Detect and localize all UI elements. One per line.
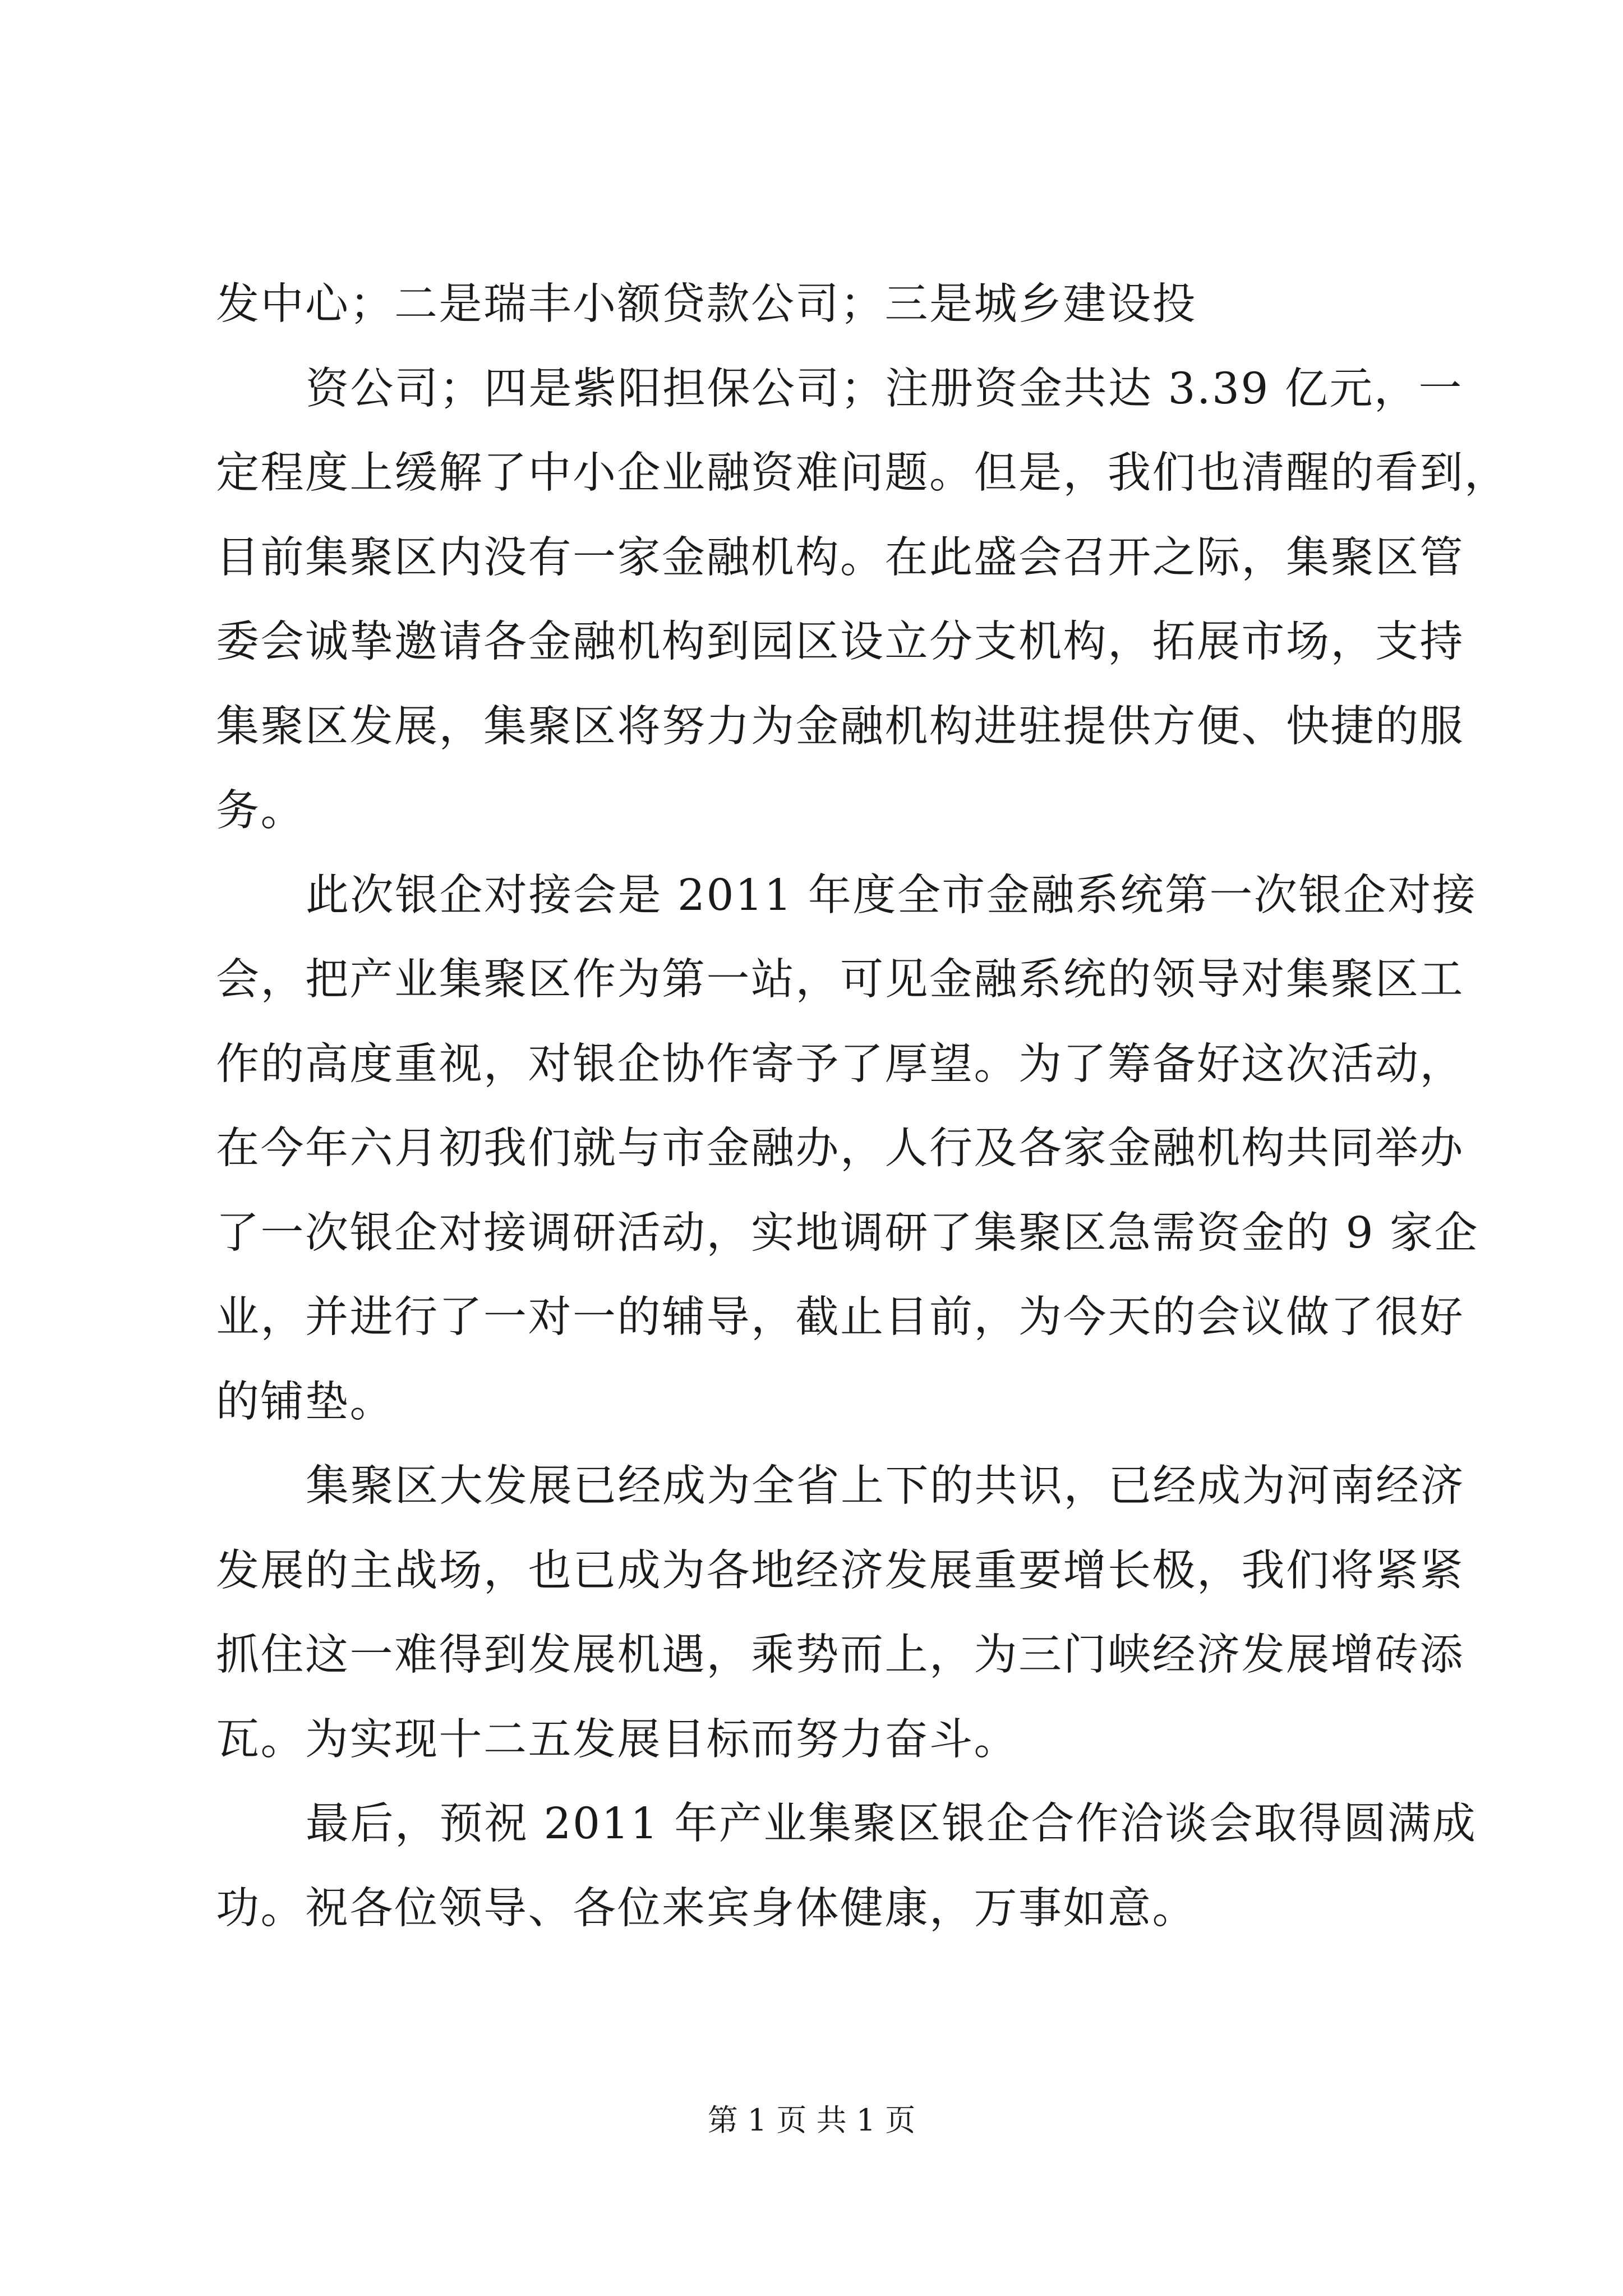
document-body <box>216 263 1509 1951</box>
text-line: 发展的主战场，也已成为各地经济发展重要增长极，我们将紧紧 <box>216 1545 1464 1596</box>
text-line: 定程度上缓解了中小企业融资难问题。但是，我们也清醒的看到， <box>216 448 1509 498</box>
text-line: 了一次银企对接调研活动，实地调研了集聚区急需资金的 9 家企 <box>216 1208 1479 1258</box>
page-number-footer: 第 1 页 共 1 页 <box>707 2102 916 2138</box>
text-line: 会，把产业集聚区作为第一站，可见金融系统的领导对集聚区工 <box>216 955 1464 1005</box>
text-line: 务。 <box>216 786 305 836</box>
text-line: 功。祝各位领导、各位来宾身体健康，万事如意。 <box>216 1883 1197 1934</box>
text-line: 在今年六月初我们就与市金融办，人行及各家金融机构共同举办 <box>216 1124 1464 1174</box>
text-line: 的铺垫。 <box>216 1377 394 1427</box>
text-line: 目前集聚区内没有一家金融机构。在此盛会召开之际，集聚区管 <box>216 532 1464 583</box>
text-line: 委会诚挚邀请各金融机构到园区设立分支机构，拓展市场，支持 <box>216 617 1464 667</box>
text-line: 瓦。为实现十二五发展目标而努力奋斗。 <box>216 1714 1018 1765</box>
text-line: 发中心；二是瑞丰小额贷款公司；三是城乡建设投 <box>216 279 1197 329</box>
text-line: 作的高度重视，对银企协作寄予了厚望。为了筹备好这次活动， <box>216 1039 1464 1089</box>
text-line: 此次银企对接会是 2011 年度全市金融系统第一次银企对接 <box>306 870 1477 921</box>
text-line: 最后，预祝 2011 年产业集聚区银企合作洽谈会取得圆满成 <box>306 1799 1477 1849</box>
text-line: 资公司；四是紫阳担保公司；注册资金共达 3.39 亿元，一 <box>306 364 1463 414</box>
text-line: 集聚区发展，集聚区将努力为金融机构进驻提供方便、快捷的服 <box>216 701 1464 752</box>
text-line: 业，并进行了一对一的辅导，截止目前，为今天的会议做了很好 <box>216 1292 1464 1342</box>
text-line: 抓住这一难得到发展机遇，乘势而上，为三门峡经济发展增砖添 <box>216 1630 1464 1680</box>
text-line: 集聚区大发展已经成为全省上下的共识，已经成为河南经济 <box>306 1461 1465 1511</box>
